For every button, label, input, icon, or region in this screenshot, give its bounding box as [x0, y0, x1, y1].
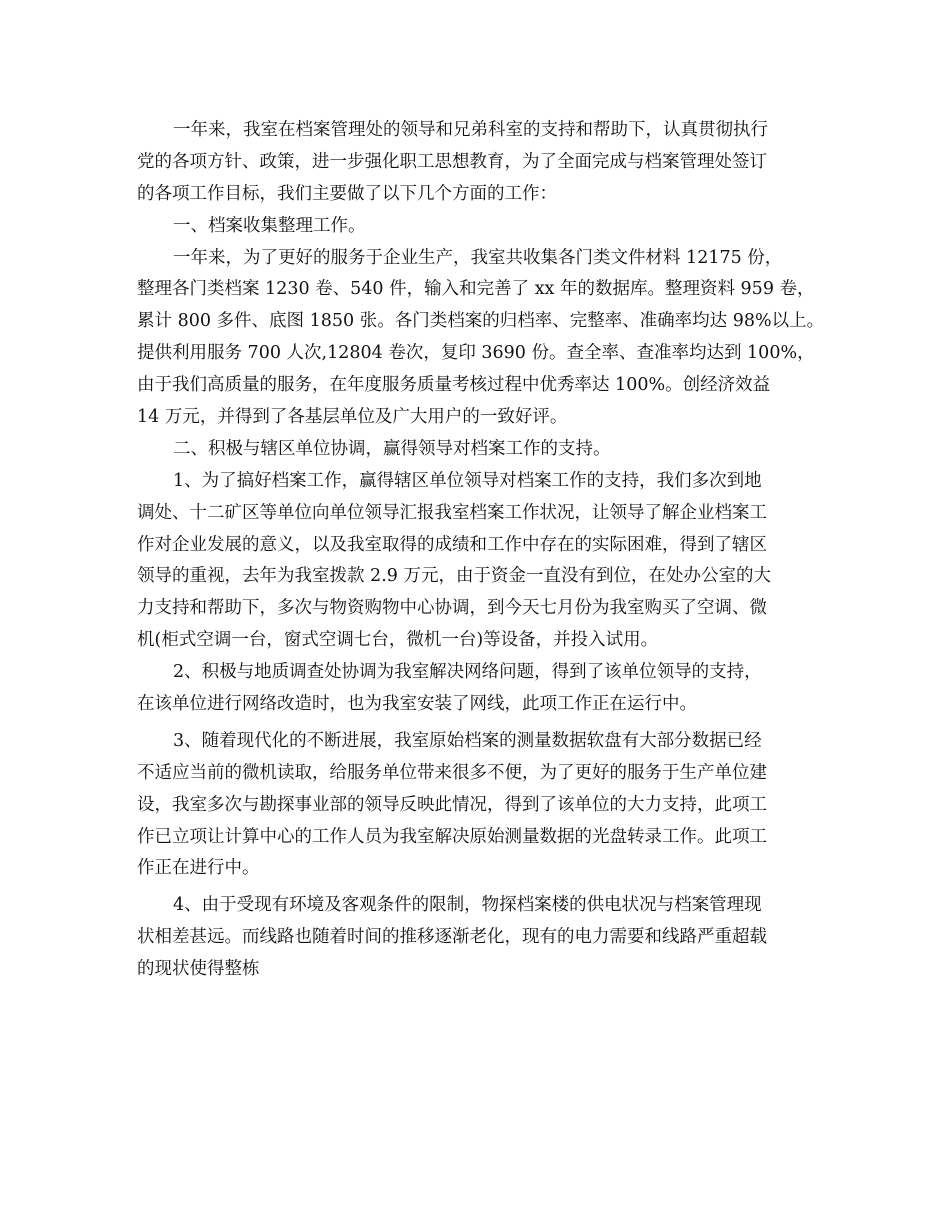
text-line: 设，我室多次与勘探事业部的领导反映此情况，得到了该单位的大力支持，此项工: [137, 794, 767, 815]
text-line: 力支持和帮助下，多次与物资购物中心协调，到今天七月份为我室购买了空调、微: [137, 598, 767, 619]
text-line: 4、由于受现有环境及客观条件的限制，物探档案楼的供电状况与档案管理现: [173, 895, 762, 916]
text-line: 不适应当前的微机读取，给服务单位带来很多不便，为了更好的服务于生产单位建: [137, 762, 767, 783]
text-line: 机(柜式空调一台，窗式空调七台，微机一台)等设备，并投入试用。: [137, 630, 659, 651]
text-line: 3、随着现代化的不断进展，我室原始档案的测量数据软盘有大部分数据已经: [173, 730, 762, 751]
text-line: 一年来，我室在档案管理处的领导和兄弟科室的支持和帮助下，认真贯彻执行: [173, 120, 768, 140]
text-line: 2、积极与地质调查处协调为我室解决网络问题，得到了该单位领导的支持，: [173, 662, 762, 683]
section-heading-1: [137, 211, 827, 243]
paragraph-intro: [137, 115, 827, 211]
document-body: [137, 115, 827, 986]
text-line: 的现状使得整栋: [137, 959, 260, 980]
text-line: 党的各项方针、政策，进一步强化职工思想教育，为了全面完成与档案管理处签订: [137, 151, 767, 172]
heading-line: 一、档案收集整理工作。: [173, 215, 366, 236]
text-line: 整理各门类档案 1230 卷、540 件，输入和完善了 xx 年的数据库。整理资料 959 卷，: [137, 279, 815, 300]
paragraph-item-3: [137, 726, 827, 885]
text-line: 由于我们高质量的服务，在年度服务质量考核过程中优秀率达 100%。创经济效益: [137, 375, 771, 396]
paragraph-item-1: [137, 466, 827, 657]
text-line: 作对企业发展的意义，以及我室取得的成绩和工作中存在的实际困难，得到了辖区: [137, 534, 767, 555]
text-line: 作已立项让计算中心的工作人员为我室解决原始测量数据的光盘转录工作。此项工: [137, 826, 767, 847]
text-line: 一年来，为了更好的服务于企业生产，我室共收集各门类文件材料 12175 份，: [173, 247, 783, 268]
paragraph-archive-collection: [137, 243, 827, 434]
text-line: 调处、十二矿区等单位向单位领导汇报我室档案工作状况，让领导了解企业档案工: [137, 502, 767, 523]
text-line: 作正在进行中。: [137, 858, 260, 879]
text-line: 累计 800 多件、底图 1850 张。各门类档案的归档率、完整率、准确率均达 98%以上。: [137, 311, 825, 332]
text-line: 的各项工作目标，我们主要做了以下几个方面的工作：: [137, 183, 557, 204]
section-heading-2: [137, 434, 827, 466]
paragraph-item-2: [137, 657, 827, 721]
paragraph-item-4: [137, 890, 827, 986]
text-line: 1、为了搞好档案工作，赢得辖区单位领导对档案工作的支持，我们多次到地: [173, 470, 762, 491]
text-line: 14 万元，并得到了各基层单位及广大用户的一致好评。: [137, 407, 568, 428]
text-line: 提供利用服务 700 人次,12804 卷次，复印 3690 份。查全率、查准率均达到 100%，: [137, 343, 815, 364]
text-line: 状相差甚远。而线路也随着时间的推移逐渐老化，现有的电力需要和线路严重超载: [137, 927, 767, 948]
text-line: 领导的重视，去年为我室拨款 2.9 万元，由于资金一直没有到位，在处办公室的大: [137, 566, 771, 587]
text-line: 在该单位进行网络改造时，也为我室安装了网线，此项工作正在运行中。: [137, 694, 697, 715]
heading-line: 二、积极与辖区单位协调，赢得领导对档案工作的支持。: [173, 438, 611, 459]
